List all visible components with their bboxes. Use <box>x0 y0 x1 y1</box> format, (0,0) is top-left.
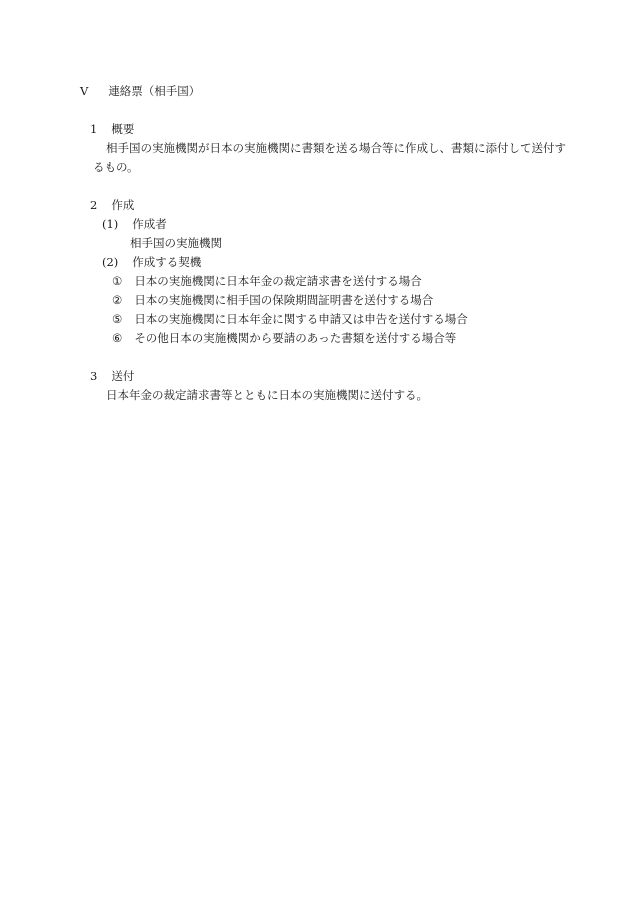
subsection-title: 作成する契機 <box>132 255 202 269</box>
chapter-title: 連絡票（相手国） <box>108 84 201 98</box>
list-item-number: ⑥ <box>112 331 123 345</box>
section-number: 1 <box>90 122 98 136</box>
list-item-text: 日本の実施機関に相手国の保険期間証明書を送付する場合 <box>134 293 434 307</box>
list-item <box>112 275 422 289</box>
chapter-heading <box>80 85 200 99</box>
list-item-number: ① <box>112 274 123 288</box>
list-item-number: ⑤ <box>112 312 123 326</box>
subsection-1-body: 相手国の実施機関 <box>130 236 222 250</box>
list-item-number: ② <box>112 293 123 307</box>
section-1-paragraph-line-1: 相手国の実施機関が日本の実施機関に書類を送る場合等に作成し、書類に添付して送付す <box>106 141 566 155</box>
chapter-marker: V <box>80 84 89 98</box>
list-item <box>112 332 456 346</box>
list-item <box>112 313 468 327</box>
section-number: 2 <box>90 198 98 212</box>
list-item <box>112 294 433 308</box>
section-3-body: 日本年金の裁定請求書等とともに日本の実施機関に送付する。 <box>106 388 428 402</box>
subsection-number: (2) <box>102 255 119 269</box>
list-item-text: 日本の実施機関に日本年金の裁定請求書を送付する場合 <box>134 274 422 288</box>
subsection-2-heading <box>102 256 201 270</box>
section-title: 概要 <box>111 122 135 136</box>
subsection-number: (1) <box>102 217 119 231</box>
section-title: 送付 <box>111 369 135 383</box>
subsection-1-heading <box>102 218 167 232</box>
section-title: 作成 <box>111 198 135 212</box>
section-number: 3 <box>90 369 98 383</box>
subsection-title: 作成者 <box>132 217 167 231</box>
list-item-text: 日本の実施機関に日本年金に関する申請又は申告を送付する場合 <box>134 312 468 326</box>
section-2-heading <box>90 199 134 213</box>
section-3-heading <box>90 370 134 384</box>
list-item-text: その他日本の実施機関から要請のあった書類を送付する場合等 <box>134 331 457 345</box>
section-1-paragraph-line-2: るもの。 <box>93 160 139 174</box>
section-1-heading <box>90 123 134 137</box>
